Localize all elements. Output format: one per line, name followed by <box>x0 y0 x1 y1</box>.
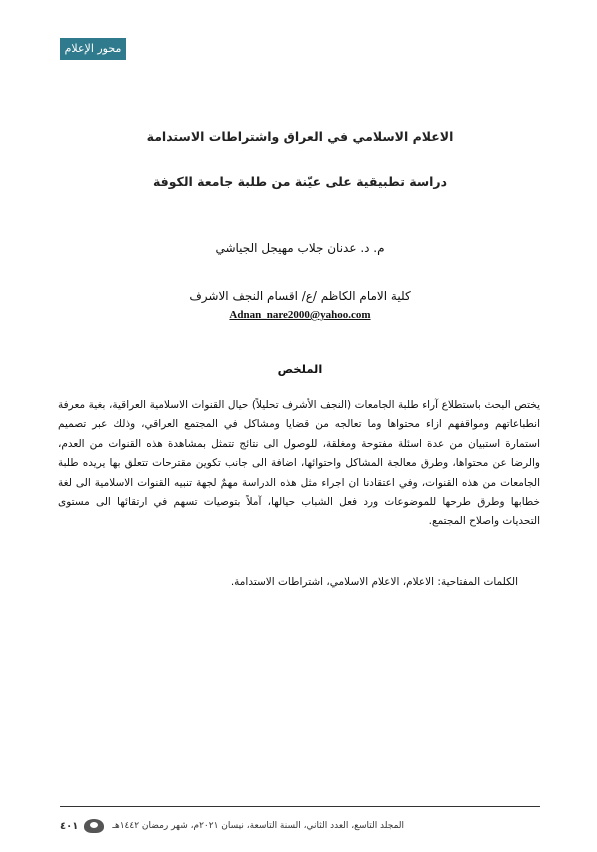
footer-divider <box>60 806 540 807</box>
section-tab: محور الإعلام <box>60 38 126 60</box>
journal-info: المجلد التاسع، العدد الثاني، السنة التاسعة، نيسان ٢٠٢١م، شهر رمضان ١٤٤٢هـ <box>112 821 405 831</box>
author-name: م. د. عدنان جلاب مهيجل الجياشي <box>215 241 385 255</box>
journal-logo-icon <box>84 819 104 833</box>
article-subtitle: دراسة تطبيقية على عيّنة من طلبة جامعة الكوفة <box>152 174 448 189</box>
article-title: الاعلام الاسلامي في العراق واشتراطات الاستدامة <box>146 129 454 144</box>
author-affiliation: كلية الامام الكاظم /ع/ اقسام النجف الاشرف <box>189 289 411 303</box>
abstract-text: يختص البحث باستطلاع آراء طلبة الجامعات (النجف الأشرف تحليلاً) حيال القنوات الاسلامية العراقية، بغية معرفة انطباعاتهم ومواقفهم ازاء محتواها وما تعالجه من قضايا ومشاكل في المجتمع العراقي، وذلك عبر تصميم استمارة استبيان من عدة اسئلة مفتوحة ومغلقة، للوصول الى نتائج تتمثل بمشاهدة هذه القنوات من العدم، والرضا عن محتواها، وطرق معالجة المشاكل واحتوائها، اضافة الى جانب تكوين مقترحات تتعلق بها يريده طلبة الجامعات من هذه القنوات، وفي اعتقادنا ان اجراء مثل هذه الدراسة مهمٌ لجهة تنبيه القنوات الاسلامية الى لغة خطابها وطرق طرحها للموضوعات ورد فعل الشباب حيالها، آملاً بتوصيات تسهم في ارتقائها الى مستوى التحديات واصلاح المجتمع. <box>58 399 540 528</box>
abstract-heading: الملخص <box>277 362 323 376</box>
author-email[interactable]: Adnan_nare2000@yahoo.com <box>229 309 371 321</box>
keywords-line: الكلمات المفتاحية: الاعلام، الاعلام الاسلامي، اشتراطات الاستدامة. <box>230 576 518 588</box>
page-footer <box>60 814 540 838</box>
page-number: ٤٠١ <box>60 820 79 832</box>
